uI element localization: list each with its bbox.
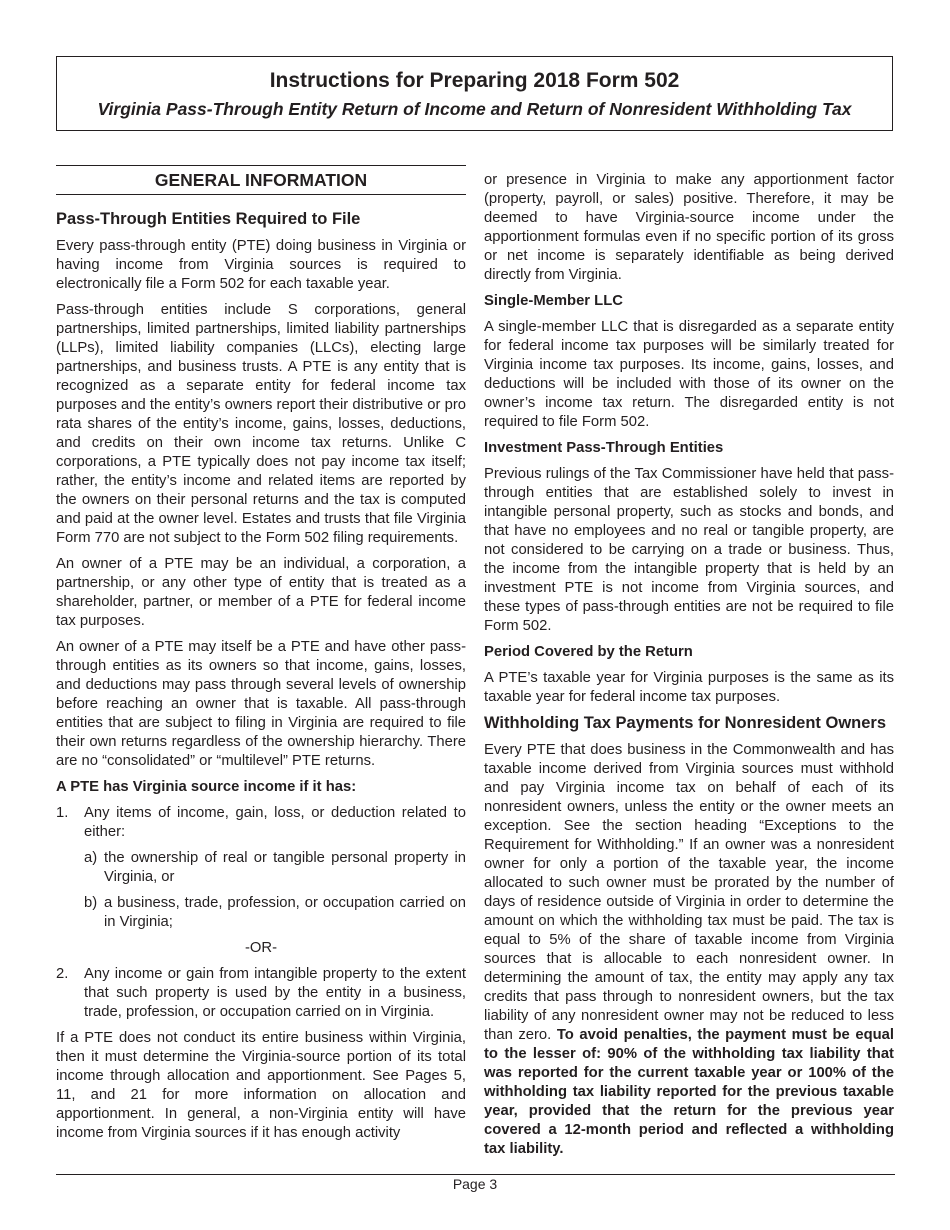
list-item — [56, 804, 466, 842]
paragraph: A PTE’s taxable year for Virginia purposes is the same as its taxable year for federal income tax purposes. — [484, 670, 894, 705]
sub-list-label: a) — [84, 850, 98, 866]
or-separator: -OR- — [244, 940, 278, 956]
paragraph: or presence in Virginia to make any apportionment factor (property, payroll, or sales) positive. Therefore, it may be deemed to have Virginia-source income under the apportionment formulas even if no specific portion of its gross or net income is separately identifiable as being derived directly from Virginia. — [484, 172, 894, 283]
paragraph: A single-member LLC that is disregarded as a separate entity for federal income tax purposes will be similarly treated for Virginia income tax purposes. Its income, gains, losses, and deductions will be included with those of its owner on the owner’s income tax return. The disregarded entity is not required to file Form 502. — [484, 319, 894, 430]
paragraph: Every pass-through entity (PTE) doing business in Virginia or having income from Virginia sources is required to electronically file a Form 502 for each taxable year. — [56, 238, 466, 292]
sub-list-item — [84, 849, 466, 887]
left-column — [56, 165, 466, 1150]
paragraph: Previous rulings of the Tax Commissioner have held that pass-through entities that are established solely to invest in intangible personal property, such as stocks and bonds, and that have no employees and no real or tangible property, are not considered to be carrying on a trade or business. Thus, the income from the intangible property that is held by an investment PTE is not income from Virginia sources, and these types of pass-through entities are not be required to file Form 502. — [484, 466, 894, 634]
heading-withholding: Withholding Tax Payments for Nonresident Owners — [484, 714, 887, 732]
heading-period-covered: Period Covered by the Return — [484, 644, 693, 660]
sub-list-label: b) — [84, 895, 98, 911]
page-subtitle: Virginia Pass-Through Entity Return of Income and Return of Nonresident Withholding Tax — [97, 99, 852, 119]
heading-ptes-required: Pass-Through Entities Required to File — [56, 210, 361, 228]
withholding-text: Every PTE that does business in the Commonwealth and has taxable income derived from Virginia sources must withhold and pay Virginia income tax on behalf of each of its nonresident owners, unless the entity or the owner meets an exception. See the section heading “Exceptions to the Requirement for Withholding.” If an owner was a nonresident owner for only a portion of the taxable year, the income allocated to such owner must be prorated by the number of days of residence outside of Virginia in order to determine the amount on which the withholding tax must be paid. The tax is equal to 5% of the share of taxable income from Virginia sources that is allocable to each nonresident owner. In determining the amount of tax, the entity may apply any tax credits that pass through to nonresident owners, but the tax liability of any nonresident owner may not be reduced to less than zero. — [484, 742, 894, 1043]
heading-virginia-source: A PTE has Virginia source income if it has: — [56, 779, 357, 795]
paragraph: Pass-through entities include S corporations, general partnerships, limited partnerships, limited liability partnerships (LLPs), limited liability companies (LLCs), electing large partnerships, and business trusts. A PTE is any entity that is recognized as a separate entity for federal income tax purposes and the entity’s owners report their distributive or pro rata shares of the entity’s income, gains, losses, deductions, and credits on their own income tax returns. Unlike C corporations, a PTE typically does not pay income tax itself; rather, the entity’s income and related items are reported by the owners on their personal returns and the tax is computed and paid at the owner level. Estates and trusts that file Virginia Form 770 are not subject to the Form 502 filing requirements. — [56, 302, 466, 546]
page-number: Page 3 — [452, 1176, 498, 1192]
list-number: 2. — [56, 966, 69, 982]
title-box — [56, 56, 893, 131]
withholding-penalty-text: To avoid penalties, the payment must be equal to the lesser of: 90% of the withholding tax liability that was reported for the current taxable year or 100% of the withholding tax liability reported for the previous taxable year, provided that the return for the previous year covered a 12-month period and reflected a withholding tax liability. — [484, 1027, 894, 1157]
paragraph: An owner of a PTE may itself be a PTE and have other pass-through entities as its owners so that income, gains, losses, and deductions may pass through several levels of ownership before reaching an owner that is taxable. All pass-through entities that are subject to filing in Virginia are required to file their own returns regardless of the ownership hierarchy. There are no “consolidated” or “multilevel” PTE returns. — [56, 639, 466, 769]
sub-list-text: a business, trade, profession, or occupation carried on in Virginia; — [104, 895, 466, 930]
paragraph: If a PTE does not conduct its entire business within Virginia, then it must determine the Virginia-source portion of its total income through allocation and apportionment. See Pages 5, 11, and 21 for more information on allocation and apportionment. In general, a non-Virginia entity will have income from Virginia sources if it has enough activity — [56, 1030, 466, 1141]
sub-list-text: the ownership of real or tangible personal property in Virginia, or — [104, 850, 466, 885]
section-heading: GENERAL INFORMATION — [56, 165, 466, 195]
sub-list-item — [84, 894, 466, 932]
heading-single-member-llc: Single-Member LLC — [484, 293, 623, 309]
page-title: Instructions for Preparing 2018 Form 502 — [269, 69, 680, 92]
list-item — [56, 965, 466, 1022]
right-column — [484, 171, 894, 1166]
paragraph: An owner of a PTE may be an individual, a corporation, a partnership, or any other type of entity that is treated as a shareholder, partner, or member of a PTE for federal income tax purposes. — [56, 556, 466, 629]
heading-investment-ptes: Investment Pass-Through Entities — [484, 440, 724, 456]
footer-rule — [56, 1174, 895, 1175]
list-number: 1. — [56, 805, 69, 821]
list-text: Any items of income, gain, loss, or deduction related to either: — [84, 805, 466, 840]
list-text: Any income or gain from intangible property to the extent that such property is used by the entity in a business, trade, profession, or occupation carried on in Virginia. — [84, 966, 466, 1020]
paragraph — [484, 741, 894, 1159]
